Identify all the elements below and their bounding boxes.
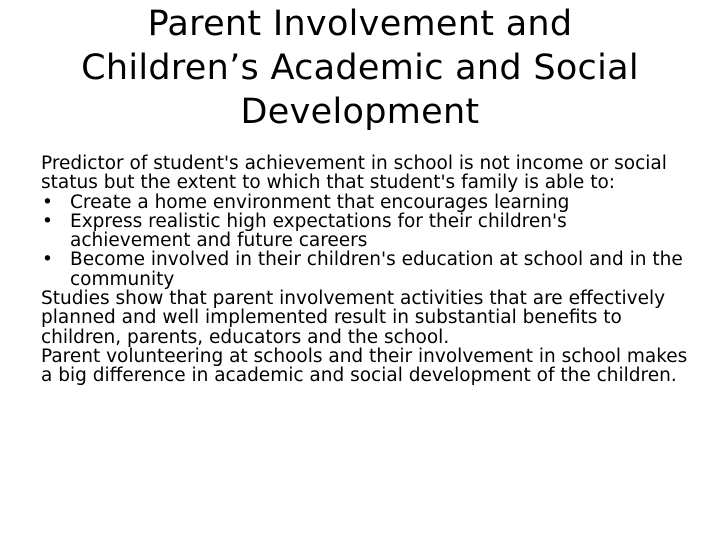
bullet-item — [41, 193, 691, 212]
bullet-text: Create a home environment that encourages learning — [70, 191, 570, 213]
bullet-item — [41, 250, 691, 289]
bullet-item — [41, 212, 691, 251]
bullet-list — [41, 193, 691, 289]
slide-title — [20, 2, 700, 134]
title-line-3: Development — [240, 92, 480, 132]
bullet-icon: • — [42, 249, 53, 271]
slide-body — [41, 154, 691, 386]
bullet-text: Become involved in their children's education at school and in the community — [70, 249, 683, 290]
studies-paragraph: Studies show that parent involvement activities that are effectively planned and well implemented result in substantial benefits to children, parents, educators and the school. — [41, 288, 666, 348]
bullet-icon: • — [42, 210, 53, 232]
bullet-icon: • — [42, 191, 53, 213]
intro-paragraph: Predictor of student's achievement in school is not income or social status but the extent to which that student's family is able to: — [41, 153, 667, 194]
title-line-2: Children’s Academic and Social — [81, 48, 639, 88]
volunteering-paragraph: Parent volunteering at schools and their involvement in school makes a big difference in academic and social development of the children. — [41, 345, 688, 387]
bullet-text: Express realistic high expectations for their children's achievement and future careers — [70, 210, 567, 252]
title-line-1: Parent Involvement and — [147, 4, 573, 44]
